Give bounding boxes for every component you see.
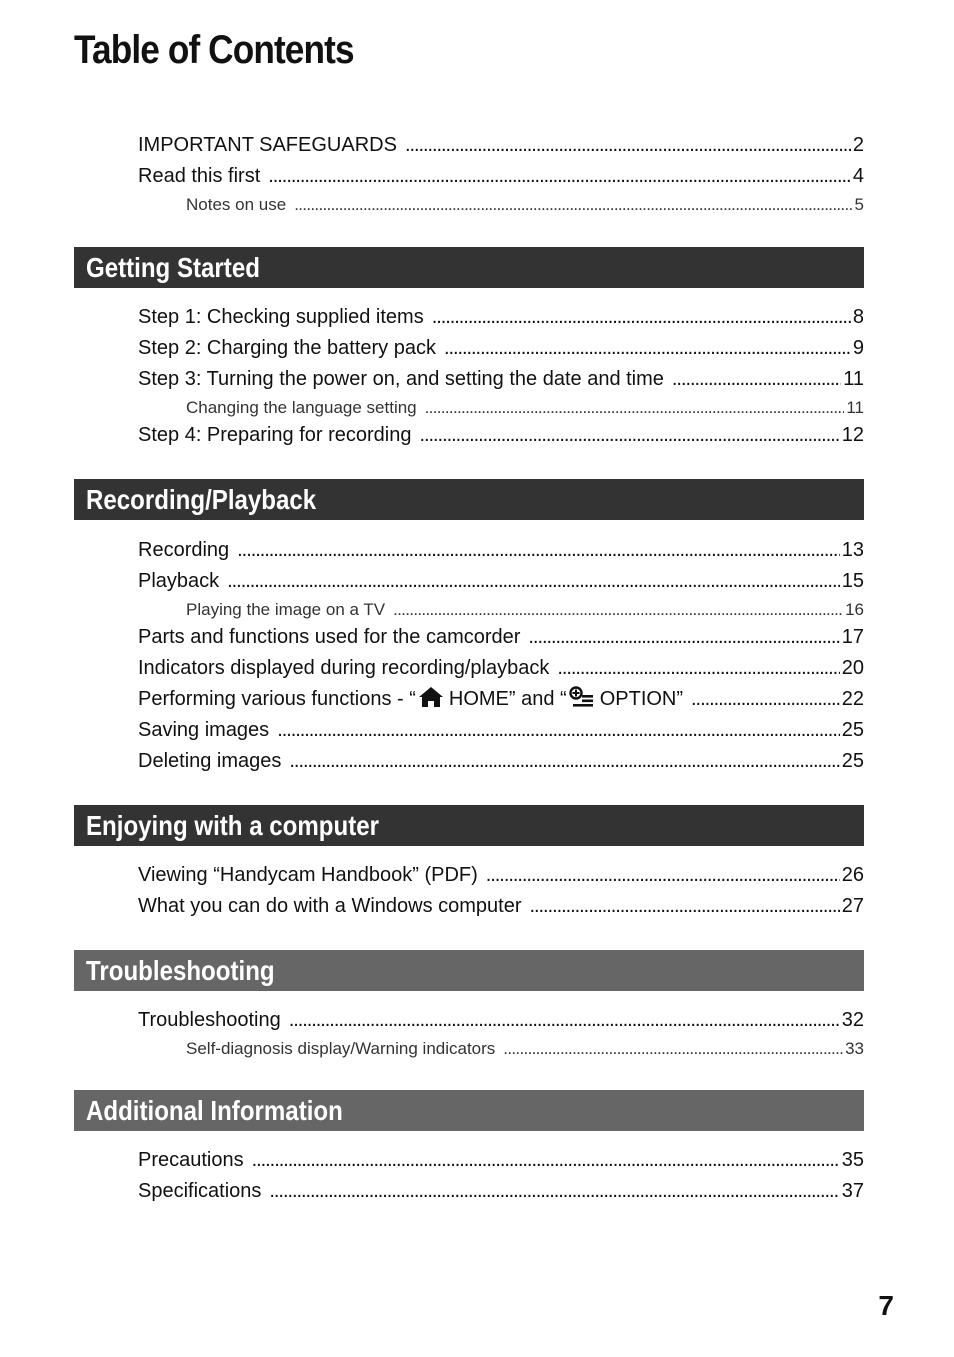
toc-entry[interactable]: [138, 684, 864, 715]
dot-leader: [528, 622, 839, 653]
toc-entry-label: Recording: [138, 539, 230, 561]
toc-subentry[interactable]: [138, 192, 864, 217]
section-title: Troubleshooting: [86, 954, 275, 986]
section-header-troubleshooting: [74, 950, 864, 991]
home-icon: [418, 686, 444, 708]
toc-entry-page: 9: [852, 337, 864, 359]
toc-entry-label: Parts and functions used for the camcorder: [138, 626, 521, 648]
section-title: Getting Started: [86, 251, 260, 283]
toc-entry[interactable]: [138, 715, 864, 746]
dot-leader: [691, 684, 840, 715]
toc-troubleshooting-group: [138, 1005, 864, 1061]
toc-entry-page: 25: [841, 719, 864, 741]
toc-entry-label: IMPORTANT SAFEGUARDS: [138, 134, 397, 156]
toc-entry-page: 2: [852, 134, 864, 156]
toc-entry-label: Playback: [138, 570, 220, 592]
toc-entry-label: Playing the image on a TV: [186, 600, 386, 619]
dot-leader: [277, 715, 840, 746]
dot-leader: [444, 333, 851, 364]
toc-entry-label: Step 2: Charging the battery pack: [138, 337, 436, 359]
dot-leader: [420, 420, 840, 451]
dot-leader: [557, 653, 839, 684]
toc-entry[interactable]: [138, 333, 864, 364]
toc-getting-started-group: [138, 302, 864, 451]
section-header-additional-information: [74, 1090, 864, 1131]
toc-entry-page: 20: [841, 657, 864, 679]
section-title: Enjoying with a computer: [86, 809, 380, 841]
dot-leader: [672, 364, 841, 395]
section-header-enjoying-with-a-computer: [74, 805, 864, 846]
section-header-recording-playback: [74, 479, 864, 520]
toc-entry[interactable]: [138, 891, 864, 922]
dot-leader: [227, 566, 840, 597]
dot-leader: [237, 535, 840, 566]
toc-entry-label: Troubleshooting: [138, 1009, 281, 1031]
toc-entry-label: Step 4: Preparing for recording: [138, 424, 412, 446]
toc-entry[interactable]: [138, 535, 864, 566]
toc-subentry[interactable]: [138, 597, 864, 622]
toc-entry[interactable]: [138, 622, 864, 653]
dot-leader: [405, 130, 851, 161]
toc-subentry[interactable]: [138, 395, 864, 420]
dot-leader: [294, 192, 852, 217]
toc-entry-page: 35: [841, 1149, 864, 1171]
toc-entry-label: Notes on use: [186, 195, 287, 214]
toc-entry[interactable]: [138, 1145, 864, 1176]
toc-entry[interactable]: [138, 302, 864, 333]
page-title: Table of Contents: [74, 28, 354, 72]
toc-entry-page: 25: [841, 750, 864, 772]
toc-computer-group: [138, 860, 864, 922]
toc-entry-label: Specifications: [138, 1180, 262, 1202]
toc-entry-page: 8: [852, 306, 864, 328]
dot-leader: [393, 597, 843, 622]
dot-leader: [252, 1145, 840, 1176]
toc-entry[interactable]: [138, 653, 864, 684]
toc-entry-page: 16: [845, 600, 864, 619]
toc-entry-page: 37: [841, 1180, 864, 1202]
toc-entry-label-part: Performing various functions - “: [138, 688, 416, 710]
dot-leader: [530, 891, 840, 922]
toc-entry-label: Changing the language setting: [186, 398, 417, 417]
toc-entry-page: 11: [843, 368, 864, 390]
toc-entry-label: Indicators displayed during recording/playback: [138, 657, 550, 679]
toc-entry-page: 12: [841, 424, 864, 446]
toc-entry[interactable]: [138, 1176, 864, 1207]
toc-entry[interactable]: [138, 420, 864, 451]
dot-leader: [425, 395, 845, 420]
toc-entry-page: 11: [846, 398, 864, 417]
toc-entry[interactable]: [138, 1005, 864, 1036]
toc-entry-label-part: HOME” and “: [448, 688, 567, 710]
section-title: Additional Information: [86, 1094, 343, 1126]
toc-entry-page: 33: [845, 1039, 864, 1058]
toc-entry-label: Saving images: [138, 719, 270, 741]
toc-entry[interactable]: [138, 161, 864, 192]
toc-entry-label: Self-diagnosis display/Warning indicators: [186, 1039, 496, 1058]
dot-leader: [289, 746, 839, 777]
toc-entry-page: 5: [854, 195, 864, 214]
toc-entry-label-part: OPTION”: [599, 688, 684, 710]
dot-leader: [268, 161, 851, 192]
toc-entry[interactable]: [138, 364, 864, 395]
toc-entry-label: Step 1: Checking supplied items: [138, 306, 424, 328]
toc-entry-page: 32: [841, 1009, 864, 1031]
toc-subentry[interactable]: [138, 1036, 864, 1061]
toc-entry-label: Viewing “Handycam Handbook” (PDF): [138, 864, 478, 886]
toc-entry-page: 27: [841, 895, 864, 917]
toc-additional-information-group: [138, 1145, 864, 1207]
dot-leader: [486, 860, 840, 891]
page-number: 7: [878, 1290, 894, 1321]
toc-entry[interactable]: [138, 746, 864, 777]
toc-entry-page: 22: [841, 688, 864, 710]
toc-entry-label: What you can do with a Windows computer: [138, 895, 522, 917]
dot-leader: [503, 1036, 843, 1061]
toc-entry-page: 26: [841, 864, 864, 886]
toc-entry-label: Step 3: Turning the power on, and setting the date and time: [138, 368, 664, 390]
toc-entry[interactable]: [138, 130, 864, 161]
section-header-getting-started: [74, 247, 864, 288]
toc-entry[interactable]: [138, 860, 864, 891]
toc-entry-page: 17: [841, 626, 864, 648]
section-title: Recording/Playback: [86, 483, 317, 515]
dot-leader: [269, 1176, 839, 1207]
toc-entry-page: 13: [841, 539, 864, 561]
toc-entry-label: Read this first: [138, 165, 261, 187]
toc-entry-label: [138, 684, 691, 715]
toc-entry-page: 4: [852, 165, 864, 187]
toc-entry-label: Deleting images: [138, 750, 282, 772]
toc-entry[interactable]: [138, 566, 864, 597]
option-icon: [569, 686, 595, 708]
dot-leader: [432, 302, 851, 333]
toc-intro-group: [138, 130, 864, 217]
toc-recording-playback-group: [138, 535, 864, 777]
toc-entry-label: Precautions: [138, 1149, 244, 1171]
dot-leader: [289, 1005, 840, 1036]
toc-entry-page: 15: [841, 570, 864, 592]
